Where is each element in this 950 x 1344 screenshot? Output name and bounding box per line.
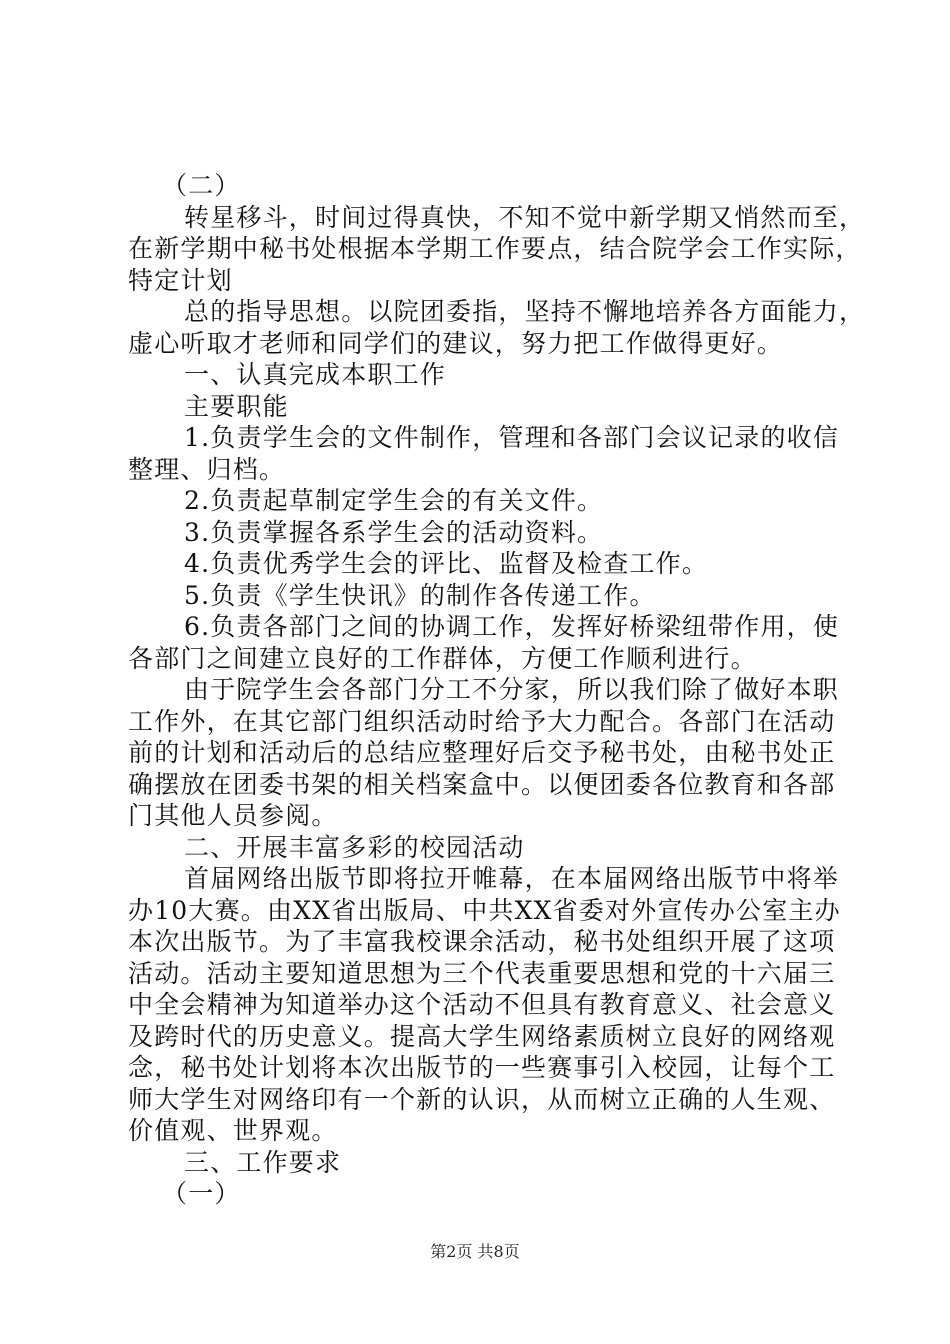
paragraph-line: 办10大赛。由XX省出版局、中共XX省委对外宣传办公室主办: [128, 895, 841, 925]
paragraph-line: 价值观、世界观。: [128, 1116, 338, 1145]
duty-item-5: 5.负责《学生快讯》的制作各传递工作。: [184, 580, 656, 610]
paragraph-line: 总的指导思想。以院团委指，坚持不懈地培养各方面能力，: [184, 297, 866, 326]
paragraph-line: 在新学期中秘书处根据本学期工作要点，结合院学会工作实际，: [128, 234, 862, 263]
paragraph-line: 首届网络出版节即将拉开帷幕，在本届网络出版节中将举: [184, 864, 840, 893]
paragraph-line: 由于院学生会各部门分工不分家，所以我们除了做好本职: [184, 675, 840, 704]
paragraph-line: 中全会精神为知道举办这个活动不但具有教育意义、社会意义: [128, 990, 836, 1019]
paragraph-line: 工作外，在其它部门组织活动时给予大力配合。各部门在活动: [128, 706, 836, 736]
paragraph-line: 前的计划和活动后的总结应整理好后交予秘书处，由秘书处正: [128, 738, 836, 767]
paragraph-line: 师大学生对网络印有一个新的认识，从而树立正确的人生观、: [128, 1084, 836, 1114]
duty-item-3: 3.负责掌握各系学生会的活动资料。: [184, 517, 604, 547]
paragraph-line: 特定计划: [128, 265, 233, 295]
paragraph-line: 确摆放在团委书架的相关档案盒中。以便团委各位教育和各部: [128, 769, 836, 799]
subheading-main-duties: 主要职能: [184, 391, 289, 421]
duty-item-1: 1.负责学生会的文件制作，管理和各部门会议记录的收信: [184, 423, 840, 452]
paragraph-line: 门其他人员参阅。: [128, 801, 338, 830]
duty-item-6: 6.负责各部门之间的协调工作，发挥好桥梁纽带作用，使: [184, 612, 840, 641]
duty-item-4: 4.负责优秀学生会的评比、监督及检查工作。: [184, 549, 709, 578]
paragraph-line: 本次出版节。为了丰富我校课余活动，秘书处组织开展了这项: [128, 927, 836, 956]
section-heading-2: 二、开展丰富多彩的校园活动: [184, 832, 525, 862]
paragraph-line: 虚心听取才老师和同学们的建议，努力把工作做得更好。: [128, 328, 784, 358]
paragraph-line: 活动。活动主要知道思想为三个代表重要思想和党的十六届三: [128, 958, 836, 988]
section-heading-1: 一、认真完成本职工作: [184, 360, 447, 389]
section-marker-1: （一）: [162, 1179, 241, 1208]
section-marker-2: （二）: [162, 171, 241, 200]
paragraph-line: 念，秘书处计划将本次出版节的一些赛事引入校园，让每个工: [128, 1053, 836, 1082]
duty-item-6-continued: 各部门之间建立良好的工作群体，方便工作顺利进行。: [128, 643, 757, 673]
document-body: [128, 170, 866, 1210]
paragraph-line: 转星移斗，时间过得真快，不知不觉中新学期又悄然而至，: [184, 202, 866, 232]
duty-item-1-continued: 整理、归档。: [128, 454, 286, 484]
duty-item-2: 2.负责起草制定学生会的有关文件。: [184, 486, 604, 515]
section-heading-3: 三、工作要求: [184, 1147, 342, 1177]
paragraph-line: 及跨时代的历史意义。提高大学生网络素质树立良好的网络观: [128, 1021, 836, 1051]
page-number-footer: 第2页 共8页: [430, 1242, 520, 1261]
